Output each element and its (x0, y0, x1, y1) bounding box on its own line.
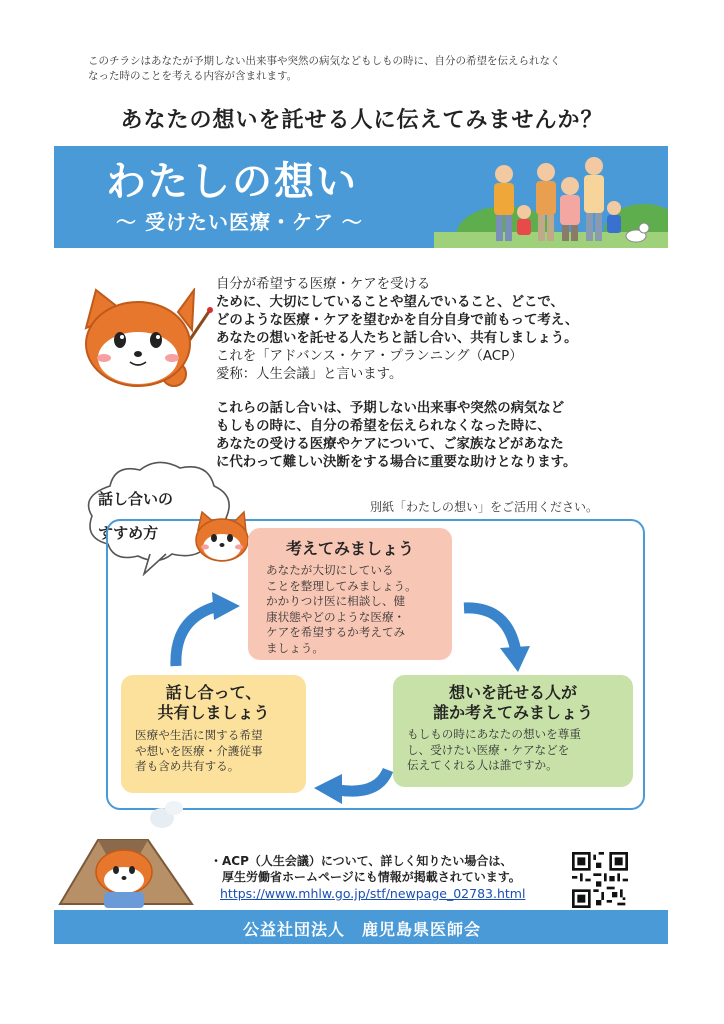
intro-line: あなたの想いを託せる人たちと話し合い、共有しましょう。 (216, 331, 578, 346)
intro-line: これを「アドバンス・ケア・プランニング（ACP） (216, 349, 523, 364)
acp-info-line: ・ACP（人生会議）について、詳しく知りたい場合は、 (210, 854, 513, 868)
card-trust-line: し、受けたい医療・ケアなどを (407, 742, 570, 757)
intro-line: 自分が希望する医療・ケアを受ける (216, 277, 431, 292)
acp-info (210, 853, 580, 885)
cycle-arrow-icon (460, 596, 540, 676)
card-share-line: や想いを医療・介護従事 (135, 743, 263, 758)
card-think-line: 康状態やどのような医療・ (266, 609, 406, 624)
acp-info-line: 厚生労働省ホームページにも情報が掲載されています。 (222, 870, 521, 884)
cloud-line: 話し合いの (98, 490, 174, 508)
notice-line: このチラシはあなたが予期しない出来事や突然の病気などもしもの時に、自分の希望を伝えられなく (88, 55, 561, 67)
card-trust-body (393, 723, 633, 774)
banner-title: わたしの想い (106, 159, 358, 205)
intro2-line: これらの話し合いは、予期しない出来事や突然の病気など (216, 401, 565, 416)
card-trust-line: 伝えてくれる人は誰ですか。 (407, 758, 558, 772)
card-trust (393, 675, 633, 787)
card-think-line: ケアを希望するか考えてみ (266, 625, 406, 639)
card-trust-title (393, 683, 633, 723)
intro-line: どのような医療・ケアを望むかを自分自身で前もって考え、 (216, 313, 579, 328)
card-think-body (248, 559, 452, 656)
intro-line: 愛称：人生会議」と言います。 (216, 367, 403, 382)
card-trust-line: もしもの時にあなたの想いを尊重 (407, 727, 581, 741)
cycle-arrow-icon (308, 762, 394, 806)
qr-code-icon[interactable] (572, 852, 628, 908)
volcano-mascot-icon (52, 800, 202, 912)
intro-paragraph (216, 276, 656, 384)
card-think-line: あなたが大切にしている (266, 563, 394, 577)
intro2-line: あなたの受ける医療やケアについて、ご家族などがあなた (216, 437, 564, 452)
card-trust-title-line: 誰か考えてみましょう (432, 703, 593, 722)
cloud-line: すすめ方 (98, 524, 159, 542)
card-share-body (121, 723, 306, 775)
banner-subtitle: 〜 受けたい医療・ケア 〜 (116, 210, 363, 234)
card-share-line: 医療や生活に関する希望 (135, 728, 263, 742)
usage-note: 別紙「わたしの想い」をご活用ください。 (370, 500, 599, 514)
card-share (121, 675, 306, 793)
card-share-title-line: 共有しましょう (157, 703, 270, 722)
card-think-line: かかりつけ医に相談し、健 (266, 594, 406, 608)
page-headline: あなたの想いを託せる人に伝えてみませんか？ (120, 108, 604, 133)
cycle-arrow-icon (160, 590, 250, 670)
mhlw-link[interactable]: https://www.mhlw.go.jp/stf/newpage_02783.html (220, 886, 526, 901)
footer-organization: 公益社団法人 鹿児島県医師会 (242, 920, 481, 939)
card-share-line: 者も含め共有する。 (135, 759, 240, 773)
small-fox-icon (192, 510, 252, 564)
card-think-line: ことを整理してみましょう。 (266, 578, 417, 593)
card-trust-title-line: 想いを託せる人が (448, 683, 577, 702)
notice-line: なった時のことを考える内容が含まれます。 (88, 70, 298, 82)
intro-paragraph-2 (216, 400, 666, 472)
card-think-title: 考えてみましょう (285, 539, 414, 558)
card-share-title (121, 683, 306, 723)
intro2-line: に代わって難しい決断をする場合に重要な助けとなります。 (216, 455, 577, 470)
card-think-line: ましょう。 (266, 640, 324, 655)
card-think (248, 528, 452, 660)
intro-line: ために、大切にしていることや望んでいること、どこで、 (216, 295, 564, 310)
fox-mascot-icon (76, 288, 216, 400)
notice-text (88, 54, 648, 84)
intro2-line: もしもの時に、自分の希望を伝えられなくなった時に、 (216, 419, 551, 434)
card-share-title-line: 話し合って、 (165, 683, 262, 702)
